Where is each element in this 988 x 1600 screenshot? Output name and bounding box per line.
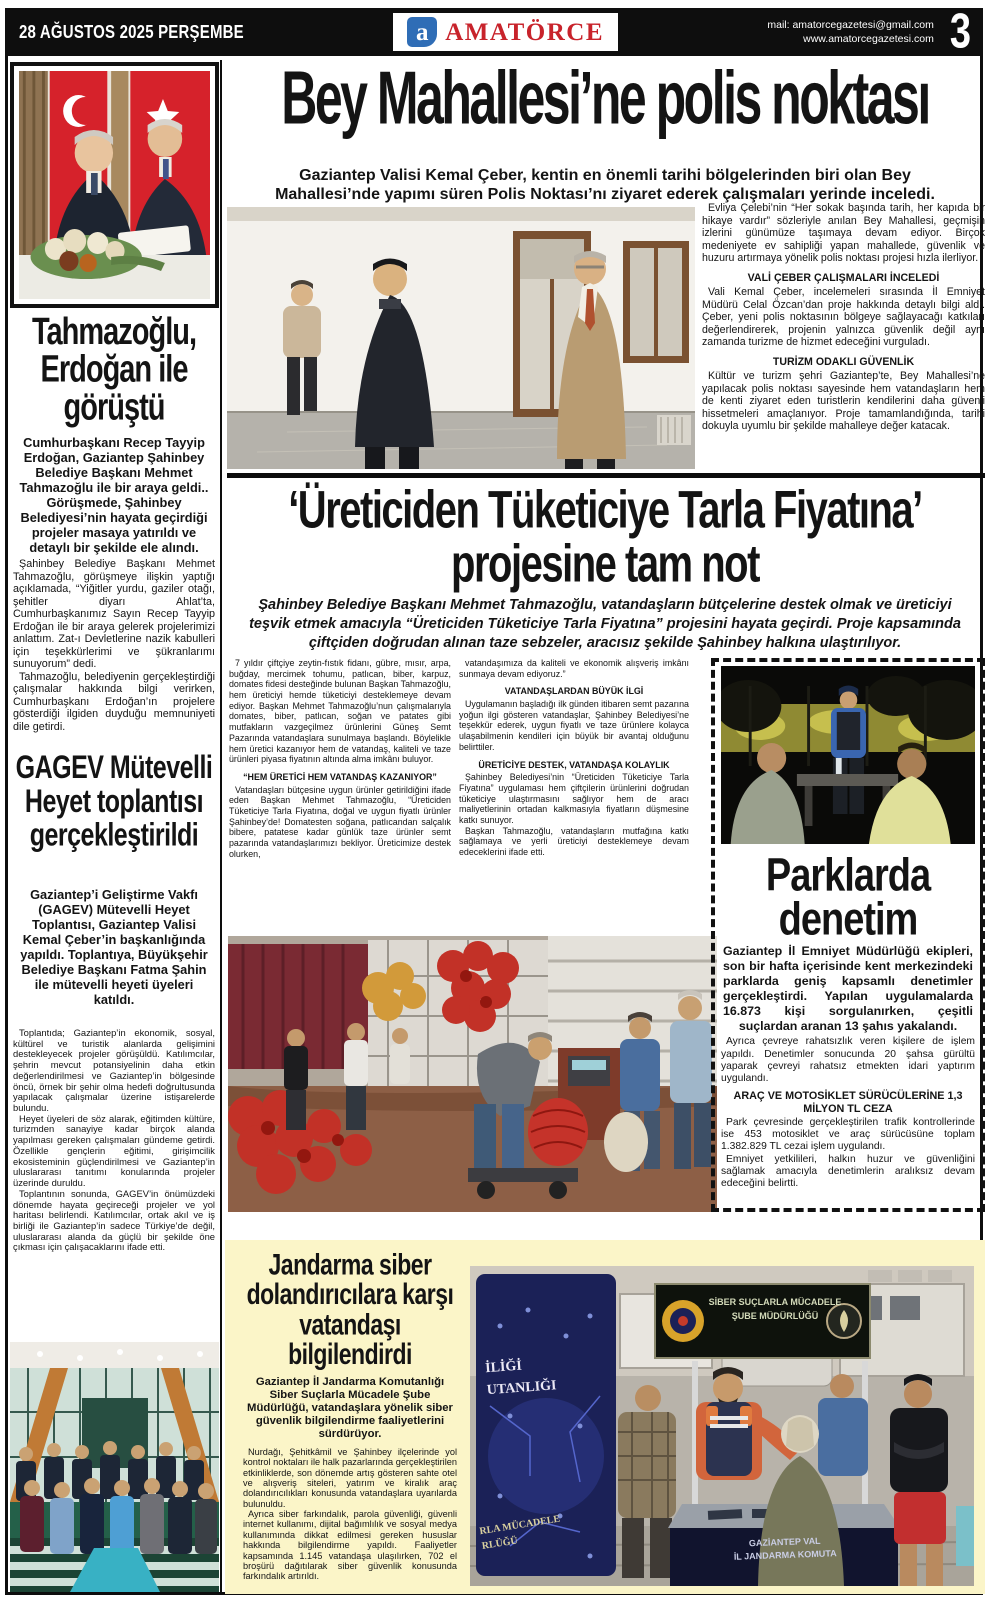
newspaper-name: AMATÖRCE — [445, 18, 605, 46]
paragraph: Uygulamanın başladığı ilk günden itibaren semt pazarına yoğun ilgi gösteren vatandaşlar, Şahinbey Belediyesi’ne teşekkür ederek, uygun fiyatlı ve taze ürünlere kolayca ulaşabilmenin kendileri için büyük bir avantaj olduğunu belirttiler. — [459, 699, 689, 752]
article-tarla-headline: ‘Üreticiden Tüketiciye Tarla Fiyatına’ projesine tam not — [288, 481, 922, 594]
paragraph: vatandaşımıza da kaliteli ve ekonomik alışveriş imkânı sunmaya devam ediyoruz.” — [459, 658, 689, 679]
logo-a-icon: a — [407, 17, 437, 47]
article-tahmazoglu-lead: Cumhurbaşkanı Recep Tayyip Erdoğan, Gaziantep Şahinbey Belediye Başkanı Mehmet Tahmazoğlu ile bir araya geldi.. Görüşmede, Şahinbey Belediyesi’nin hayata geçirdiği projeler masaya yatırıldı ve detaylı bir şekilde ele alındı. — [19, 435, 209, 555]
banner-top-line2: UTANLIĞI — [486, 1378, 557, 1399]
paragraph: Vatandaşları bütçesine uygun ürünler getirildiğini ifade eden Başkan Mehmet Tahmazoğlu, “Üreticiden Tüketiciye Tarla Fiyatına, doğal ve uygun fiyatlı ürünler Şahinbey’de! Domatesten soğana, patlıcandan salçalık bibere, patatese kadar günlük taze ürünler semt pazarında vatandaşlarımızı bekliyor. Üreticimize destek olurken, — [229, 784, 451, 859]
section-heading: TURİZM ODAKLI GÜVENLİK — [772, 355, 915, 368]
paragraph: Toplantıda; Gaziantep’in ekonomik, sosyal, kültürel ve turistik alanlarda gelişimini destekleyecek projeler görüşüldü. Katılımcılar, şehrin mevcut potansiyelinin daha etkin değerlendirilmesi ve Gaziantep’in bölgesinde öncü, örnek bir şehir olma hedefi doğrultusunda yapılacak çalışmalar üzerine istişarelerde bulundu. — [13, 1028, 215, 1114]
article-jandarma-lead: Gaziantep İl Jandarma Komutanlığı Siber Suçlarla Mücadele Şube Müdürlüğü, vatandaşlara yönelik siber güvenlik bilgilendirme faaliyetlerini sürdürüyor. — [247, 1375, 453, 1440]
section-heading: ÜRETİCİYE DESTEK, VATANDAŞA KOLAYLIK — [478, 759, 670, 770]
paragraph: Ayrıca çevreye rahatsızlık veren kişilere de işlem yapıldı. Denetimler sonucunda 20 şahsa gürültü yaparak çevreyi rahatsız etmekten idari yaptırım uygulandı. — [721, 1036, 975, 1085]
section-rule — [227, 473, 985, 478]
paragraph: Başkan Tahmazoğlu, vatandaşların mutfağına katkı sağlamaya ve yerli üreticiyi desteklemeye devam edeceklerini ifade etti. — [459, 825, 689, 857]
contact-website: www.amatorcegazetesi.com — [803, 33, 934, 45]
article-jandarma-text — [243, 1250, 457, 1590]
photo-police-station-art — [227, 207, 695, 469]
banner-top-text — [485, 1350, 608, 1403]
article-parklar-box — [711, 658, 985, 1212]
newspaper-logo — [393, 13, 618, 51]
contact-email: mail: amatorcegazetesi@gmail.com — [767, 18, 934, 31]
article-tahmazoglu-body — [13, 558, 215, 748]
column-divider — [220, 60, 222, 1592]
paragraph: Şahinbey Belediyesi’nin “Üreticiden Tüketiciye Tarla Fiyatına” uygulaması hem çiftçilerin ürünlerini doğrudan tüketiciye ulaştırmasını sağlıyor hem de aracı maliyetlerinin ortadan kalkmasıyla fiyatların düşmesine katkı sunuyor. — [459, 772, 689, 825]
paragraph: Nurdağı, Şehitkâmil ve Şahinbey ilçelerinde yol kontrol noktaları ile halk pazarlarında gerçekleştirilen etkinliklerde, son dönemde artış gösteren sahte otel ve alışveriş siteleri, yatırım ve kiralık araç dolandırıcılıkları konusunda vatandaşlara uyarılarda bulunuldu. — [243, 1446, 457, 1509]
issue-date: 28 AĞUSTOS 2025 PERŞEMBE — [19, 21, 244, 43]
article-tahmazoglu-title: Tahmazoğlu, Erdoğan ile görüştü — [31, 311, 197, 429]
article-gagev-lead: Gaziantep’i Geliştirme Vakfı (GAGEV) Mütevelli Heyet Toplantısı, Gaziantep Valisi Kemal Çeber’in başkanlığında yapıldı. Toplantıya, Büyükşehir Belediye Başkanı Fatma Şahin ile mütevelli heyeti üyeleri katıldı. — [20, 887, 208, 1007]
contact-info — [767, 18, 933, 46]
section-heading: ARAÇ VE MOTOSİKLET SÜRÜCÜLERİNE 1,3 MİLYON TL CEZA — [733, 1089, 963, 1115]
article-jandarma-title: Jandarma siber dolandırıcılara karşı vatandaşı bilgilendirdi — [246, 1250, 454, 1371]
article-bey-subtitle: Gaziantep Valisi Kemal Çeber, kentin en önemli tarihi bölgelerinden biri olan Bey Mahallesi’nde yapımı süren Polis Noktası’nı ziyaret ederek çalışmaları yerinde inceledi. — [275, 167, 935, 204]
section-heading: VALİ ÇEBER ÇALIŞMALARI İNCELEDİ — [747, 271, 940, 284]
article-parklar-title: Parklarda denetim — [765, 850, 931, 946]
article-tarla-column-1 — [229, 658, 451, 934]
article-tarla-column-2 — [459, 658, 689, 934]
siber-sign-line2: ŞUBE MÜDÜRLÜĞÜ — [731, 1310, 819, 1321]
photo-market-onions — [228, 936, 717, 1212]
article-gagev-title: GAGEV Mütevelli Heyet toplantısı gerçekleştirildi — [15, 749, 213, 853]
paragraph: Evliya Çelebi’nin “Her sokak başında tarih, her kapıda bir hikaye vardır” sözleriyle anılan Bey Mahallesi, geçmişin izlerini günümüze taşımaya devam ediyor. Birçok medeniyete ev sahipliği yapan mahallede, güvenlik ve huzuru artırmaya yönelik polis noktası projesi hızla ilerliyor. — [702, 202, 985, 264]
paragraph: Ayrıca siber farkındalık, parola güvenliği, güvenli internet kullanımı, dijital bağımlılık ve sosyal medya kullanımında dikkat edilmesi gereken hususlar hakkında bilgilendirme yapıldı. Faaliyetler kapsamında 1.145 vatandaşa ulaşılırken, 702 el broşürü dağıtılarak siber güvenlik konusunda farkındalık artırıldı. — [243, 1509, 457, 1582]
section-heading: VATANDAŞLARDAN BÜYÜK İLGİ — [504, 686, 644, 697]
article-bey-body — [702, 202, 985, 470]
article-jandarma-body — [243, 1447, 457, 1582]
paragraph: Kültür ve turizm şehri Gaziantep’te, Bey Mahallesi’ne yapılacak polis noktası sayesinde hem vatandaşların hem de kenti ziyaret eden turistlerin kendilerini daha güvenli hissetmeleri amaçlanıyor. Proje tamamlandığında, tarihi dokuyla uyumlu bir şekilde mahalleye değer katacak. — [702, 370, 985, 432]
photo-gagev-group-art — [10, 1342, 219, 1592]
article-bey-headline: Bey Mahallesi’ne polis noktası — [281, 56, 929, 140]
article-parklar-lead: Gaziantep İl Emniyet Müdürlüğü ekipleri, son bir hafta içerisinde kent merkezindeki parklarda geniş kapsamlı denetimler gerçekleştirdi. Yapılan uygulamalarda 16.873 kişi sorgulanırken, çeşitli suçlardan aranan 13 şahıs yakalandı. — [723, 944, 973, 1033]
paragraph: Park çevresinde gerçekleştirilen trafik kontrollerinde ise 453 motosiklet ve araç sürücüsüne toplam 1.382.829 TL cezai işlem uygulandı. — [721, 1116, 975, 1153]
paragraph: Emniyet yetkilileri, halkın huzur ve güvenliğini sağlamak amacıyla denetimlerin aralıksız devam edeceğini belirtti. — [721, 1153, 975, 1190]
page-number: 3 — [949, 4, 971, 60]
page-frame-left — [5, 56, 8, 1595]
photo-park-art — [721, 666, 975, 844]
section-heading: “HEM ÜRETİCİ HEM VATANDAŞ KAZANIYOR” — [243, 771, 437, 782]
photo-market-art — [228, 936, 717, 1212]
photo-jandarma-stand — [470, 1266, 974, 1586]
article-parklar-body — [721, 1036, 975, 1190]
article-gagev-body — [13, 1028, 215, 1338]
paragraph: Vali Kemal Çeber, incelemeleri sırasında İl Emniyet Müdürü Celal Özcan’dan proje hakkında detaylı bilgi aldı. Çeber, yeni polis noktasının bölgeye sağlayacağı katkıları değerlendirerek, projenin yalnızca güvenlik değil aynı zamanda turizme de hizmet edeceğini vurguladı. — [702, 286, 985, 348]
photo-erdogan-tahmazoglu-art — [19, 71, 210, 299]
photo-gagev-group — [10, 1342, 219, 1592]
paragraph: Şahinbey Belediye Başkanı Mehmet Tahmazoğlu, görüşmeye ilişkin yaptığı açıklamada, “Yiğitler yurdu, gaziler otağı, şehitler diyarı Ahlat’ta, Cumhurbaşkanımız Sayın Recep Tayyip Erdoğan ile bir araya gelerek projelerimizi anlattım. Zat-ı Devletlerine nazik kabulleri için teşekkürlerimi ve şükranlarımı sunuyorum” dedi. — [13, 558, 215, 671]
banner-bot-line1: RLA MÜCADELE — [478, 1513, 561, 1538]
siber-sign-line1: SİBER SUÇLARLA MÜCADELE — [708, 1297, 842, 1307]
paragraph: Tahmazoğlu, belediyenin gerçekleştirdiği çalışmalar hakkında bilgi verirken, Cumhurbaşkanı Erdoğan’ın projelere gösterdiği ilgiden duyduğu memnuniyeti dile getirdi. — [13, 670, 215, 733]
photo-police-station-visit — [227, 207, 695, 469]
paragraph: Toplantının sonunda, GAGEV’in önümüzdeki dönemde hayata geçireceği projeler ve yol haritası belirlendi. Katılımcılar, ortak akıl ve iş birliği ile Gaziantep’in sadece Türkiye’de değil, uluslararası alanda da güçlü bir şekilde öne çıkması için çalışacaklarını ifade etti. — [13, 1187, 215, 1253]
masthead — [5, 4, 983, 60]
siber-sign-text — [695, 1296, 855, 1323]
paragraph: 7 yıldır çiftçiye zeytin-fıstık fidanı, gübre, mısır, arpa, buğday, mercimek tohumu, patlıcan, biber, karpuz, domates fidesi desteğinde bulunan Başkan Tahmazoğlu, hem üreticiyi hemde tüketiciyi desteklemeye devam ediyor. Başkan Mehmet Tahmazoğlu’nun çalışmalarıyla domates, biber, patlıcan, soğan ve patates gibi mutfakların vazgeçilmez ürünlerini Güneş Semt Pazarında vatandaşlara sunulmaya başlandı. Böylelikle hem üretici kazanıyor hem de vatandaş, kaliteli ve taze ürünleri piyasa fiyatının altında alma imkânı buluyor. — [229, 658, 451, 765]
photo-erdogan-tahmazoglu — [10, 62, 219, 308]
banner-bot-line2: RLÜĞÜ — [481, 1535, 519, 1553]
photo-park-inspection — [721, 666, 975, 844]
paragraph: Heyet üyeleri de söz alarak, eğitimden kültüre, turizmden sanayiye kadar birçok alanda yapılması gereken çalışmaları gündeme getirdi. Özellikle gençlerin eğitimi, girişimcilik ekosisteminin güçlendirilmesi ve Gaziantep’in uluslararası tanıtımı konularında projeler üzerinde duruldu. — [13, 1112, 215, 1189]
stand-line2: İL JANDARMA KOMUTA — [733, 1547, 837, 1562]
banner-top-line1: İLİĞİ — [484, 1358, 523, 1377]
article-tarla-subtitle: Şahinbey Belediye Başkanı Mehmet Tahmazoğlu, vatandaşların bütçelerine destek olmak ve üreticiyi teşvik etmek amacıyla “Üreticiden Tüketiciye Tarla Fiyatına” projesini hayata geçirdi. Proje kapsamında çiftçiden doğrudan alınan taze sebzeler, aracısız şekilde Şahinbey halkına ulaştırılıyor. — [249, 597, 961, 651]
stand-line1: GAZİANTEP VAL — [748, 1535, 821, 1549]
